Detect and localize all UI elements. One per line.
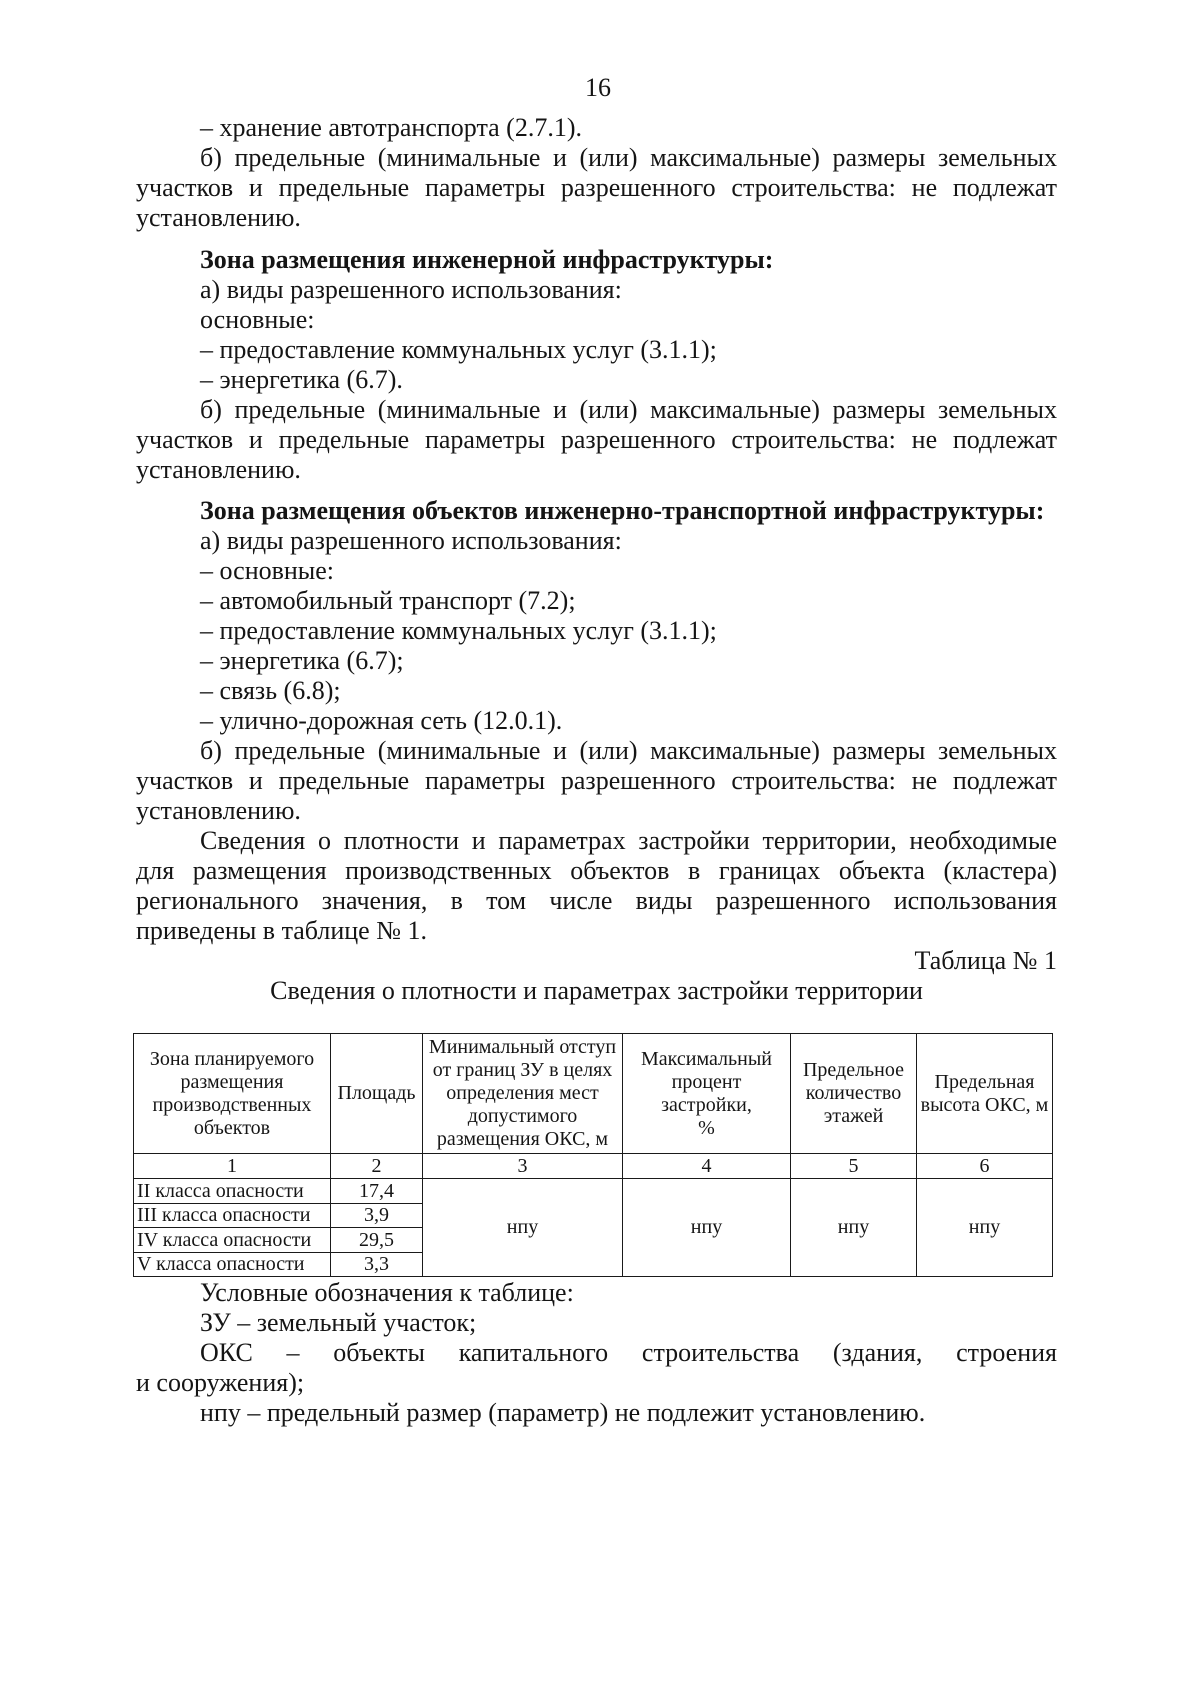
paragraph-line: Сведения о плотности и параметрах застройки территории, необходимые [200, 826, 1057, 855]
column-number: 6 [917, 1154, 1053, 1179]
legend-line: ЗУ – земельный участок; [200, 1308, 477, 1337]
max-floors-cell: нпу [791, 1179, 917, 1277]
list-item: – улично-дорожная сеть (12.0.1). [200, 706, 563, 735]
area-cell: 3,9 [331, 1203, 423, 1228]
header-max-floors: Предельное количество этажей [791, 1034, 917, 1154]
list-item: – предоставление коммунальных услуг (3.1.1); [200, 335, 717, 364]
paragraph-line: для размещения производственных объектов в границах объекта (кластера) [136, 856, 1057, 885]
main-uses-label: основные: [200, 305, 315, 334]
zone-heading: Зона размещения инженерной инфраструктуры: [200, 245, 774, 274]
header-zone: Зона планируемого размещения производственных объектов [134, 1034, 331, 1154]
table-head [134, 1034, 1053, 1179]
density-table [133, 1033, 1053, 1277]
main-uses-label: – основные: [200, 556, 335, 585]
area-cell: 29,5 [331, 1228, 423, 1253]
paragraph-line: б) предельные (минимальные и (или) максимальные) размеры земельных [200, 143, 1057, 172]
paragraph-line: участков и предельные параметры разрешенного строительства: не подлежат [136, 425, 1057, 454]
paragraph-line: б) предельные (минимальные и (или) максимальные) размеры земельных [200, 736, 1057, 765]
zone-heading: Зона размещения объектов инженерно-транспортной инфраструктуры: [200, 496, 1045, 525]
paragraph-line: регионального значения, в том числе виды разрешенного использования [136, 886, 1057, 915]
max-coverage-cell: нпу [623, 1179, 791, 1277]
list-item: – связь (6.8); [200, 676, 341, 705]
paragraph-line: установлению. [136, 455, 301, 484]
paragraph-line: б) предельные (минимальные и (или) максимальные) размеры земельных [200, 395, 1057, 424]
zone-cell: IV класса опасности [134, 1228, 331, 1253]
header-max-coverage: Максимальный процент застройки, % [623, 1034, 791, 1154]
legend-line: ОКС – объекты капитального строительства (здания, строения [200, 1338, 1057, 1367]
legend-title: Условные обозначения к таблице: [200, 1278, 574, 1307]
table-wrapper [133, 1033, 1052, 1277]
header-area: Площадь [331, 1034, 423, 1154]
list-item: – хранение автотранспорта (2.7.1). [200, 113, 582, 142]
column-number: 5 [791, 1154, 917, 1179]
document-body [136, 113, 1057, 1006]
column-number-row [134, 1154, 1053, 1179]
max-height-cell: нпу [917, 1179, 1053, 1277]
paragraph-line: установлению. [136, 203, 301, 232]
zone-cell: II класса опасности [134, 1179, 331, 1204]
table-legend [136, 1278, 1057, 1428]
column-number: 2 [331, 1154, 423, 1179]
paragraph-line: участков и предельные параметры разрешенного строительства: не подлежат [136, 766, 1057, 795]
area-cell: 3,3 [331, 1252, 423, 1277]
column-number: 3 [423, 1154, 623, 1179]
uses-label: а) виды разрешенного использования: [200, 526, 622, 555]
table-label: Таблица № 1 [914, 946, 1057, 975]
paragraph-line: участков и предельные параметры разрешенного строительства: не подлежат [136, 173, 1057, 202]
list-item: – предоставление коммунальных услуг (3.1.1); [200, 616, 717, 645]
legend-line: нпу – предельный размер (параметр) не подлежит установлению. [200, 1398, 926, 1427]
list-item: – автомобильный транспорт (7.2); [200, 586, 576, 615]
table-row [134, 1179, 1053, 1204]
min-setback-cell: нпу [423, 1179, 623, 1277]
page-number: 16 [585, 73, 611, 102]
list-item: – энергетика (6.7). [200, 365, 403, 394]
zone-cell: V класса опасности [134, 1252, 331, 1277]
header-min-setback: Минимальный отступ от границ ЗУ в целях определения мест допустимого размещения ОКС, м [423, 1034, 623, 1154]
paragraph-line: приведены в таблице № 1. [136, 916, 428, 945]
header-row [134, 1034, 1053, 1154]
paragraph-line: установлению. [136, 796, 301, 825]
column-number: 4 [623, 1154, 791, 1179]
zone-cell: III класса опасности [134, 1203, 331, 1228]
header-max-height: Предельная высота ОКС, м [917, 1034, 1053, 1154]
legend-line: и сооружения); [136, 1368, 305, 1397]
table-caption: Сведения о плотности и параметрах застройки территории [270, 976, 923, 1005]
list-item: – энергетика (6.7); [200, 646, 404, 675]
uses-label: а) виды разрешенного использования: [200, 275, 622, 304]
column-number: 1 [134, 1154, 331, 1179]
area-cell: 17,4 [331, 1179, 423, 1204]
table-body [134, 1179, 1053, 1277]
